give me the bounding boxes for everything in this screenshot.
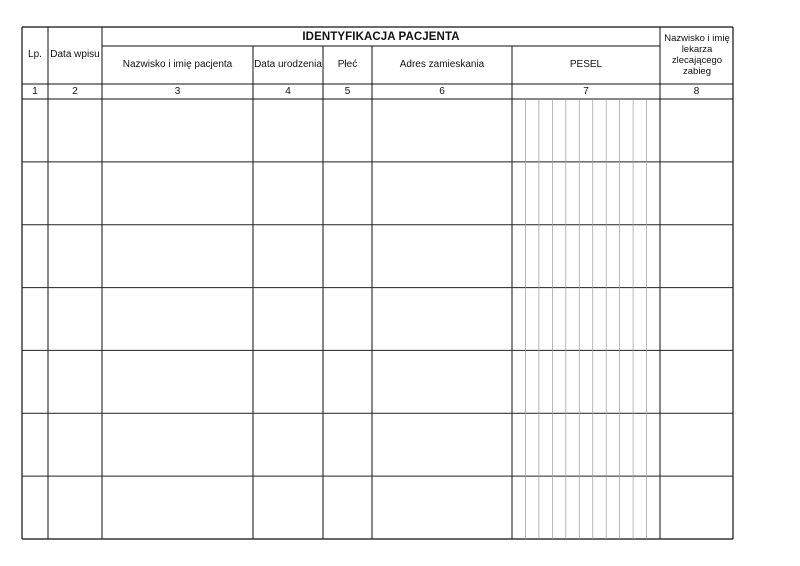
column-number-7: 7 xyxy=(583,85,589,97)
header-lekarz: Nazwisko i imię lekarza zlecającego zabieg xyxy=(664,33,730,77)
header-lp: Lp. xyxy=(28,49,42,60)
header-data-urodzenia: Data urodzenia xyxy=(254,58,322,70)
entry-row[interactable] xyxy=(22,288,733,351)
column-number-8: 8 xyxy=(693,85,700,97)
section-title: IDENTYFIKACJA PACJENTA xyxy=(302,30,460,43)
header-adres: Adres zamieskania xyxy=(399,58,485,70)
entry-row[interactable] xyxy=(22,350,733,413)
header-plec: Płeć xyxy=(337,58,358,70)
column-number-3: 3 xyxy=(174,85,181,97)
column-number-6: 6 xyxy=(439,85,445,97)
column-number-4: 4 xyxy=(285,85,291,97)
entry-row[interactable] xyxy=(22,413,733,476)
header-nazwisko-pacjenta: Nazwisko i imię pacjenta xyxy=(122,58,233,70)
entry-row[interactable] xyxy=(22,99,733,162)
header-pesel: PESEL xyxy=(569,58,603,70)
column-number-1: 1 xyxy=(32,85,38,97)
column-number-2: 2 xyxy=(72,85,78,97)
entry-row[interactable] xyxy=(22,225,733,288)
column-number-5: 5 xyxy=(344,85,351,97)
entry-row[interactable] xyxy=(22,476,733,539)
header-data-wpisu: Data wpisu xyxy=(50,49,100,60)
entry-row[interactable] xyxy=(22,162,733,225)
